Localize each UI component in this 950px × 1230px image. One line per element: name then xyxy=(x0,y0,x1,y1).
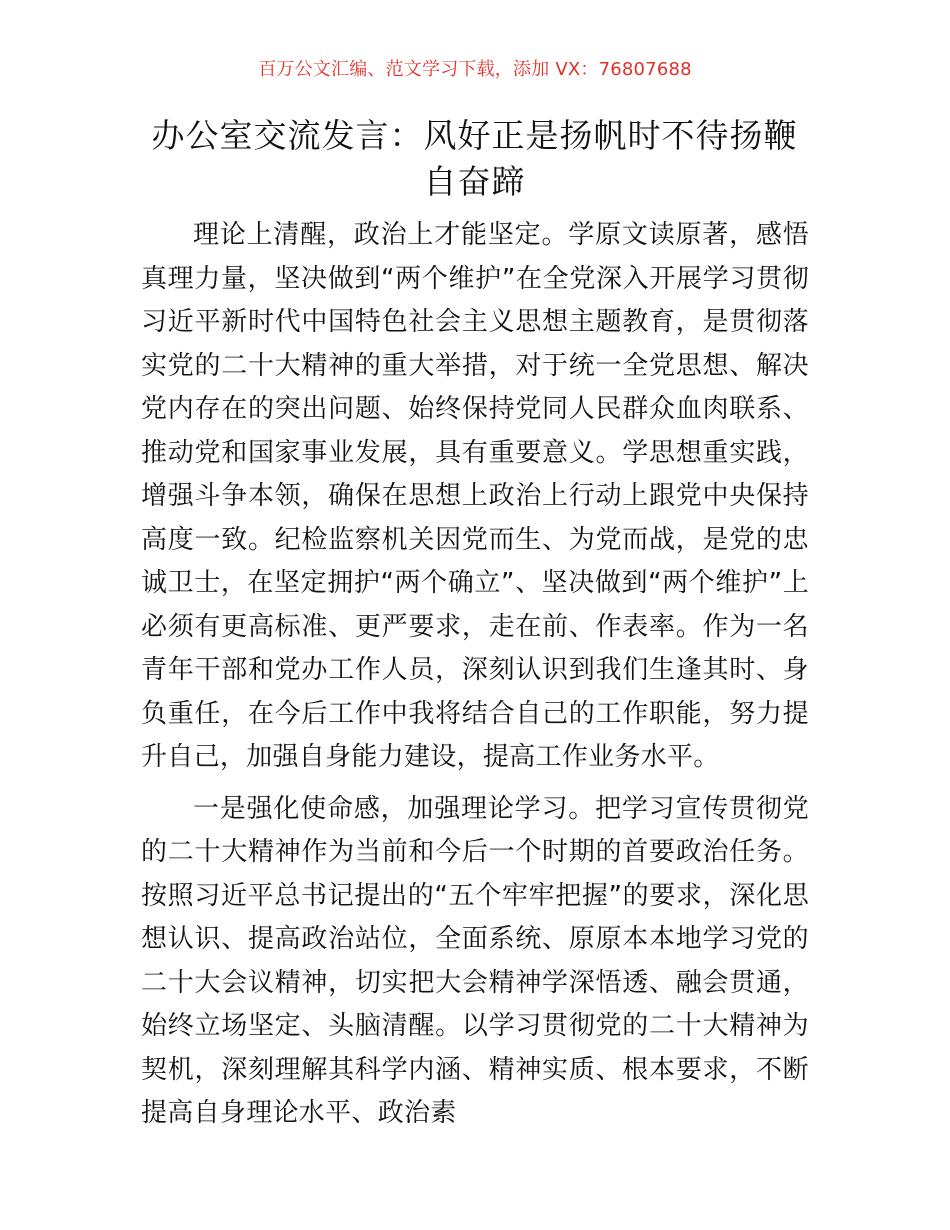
document-body xyxy=(141,214,809,1136)
header-banner: 百万公文汇编、范文学习下载，添加 VX：76807688 xyxy=(258,59,692,80)
document-title: 办公室交流发言：风好正是扬帆时不待扬鞭自奋蹄 xyxy=(151,116,798,201)
paragraph-2: 一是强化使命感，加强理论学习。把学习宣传贯彻党的二十大精神作为当前和今后一个时期的首要政治任务。按照习近平总书记提出的“五个牢牢把握”的要求，深化思想认识、提高政治站位，全面系统、原原本本地学习党的二十大会议精神，切实把大会精神学深悟透、融会贯通，始终立场坚定、头脑清醒。以学习贯彻党的二十大精神为契机，深刻理解其科学内涵、精神实质、根本要求，不断提高自身理论水平、政治素 xyxy=(141,793,809,1128)
paragraph-1: 理论上清醒，政治上才能坚定。学原文读原著，感悟真理力量，坚决做到“两个维护”在全党深入开展学习贯彻习近平新时代中国特色社会主义思想主题教育，是贯彻落实党的二十大精神的重大举措，对于统一全党思想、解决党内存在的突出问题、始终保持党同人民群众血肉联系、推动党和国家事业发展，具有重要意义。学思想重实践，增强斗争本领，确保在思想上政治上行动上跟党中央保持高度一致。纪检监察机关因党而生、为党而战，是党的忠诚卫士，在坚定拥护“两个确立”、坚决做到“两个维护”上必须有更高标准、更严要求，走在前、作表率。作为一名青年干部和党办工作人员，深刻认识到我们生逢其时、身负重任，在今后工作中我将结合自己的工作职能，努力提升自己，加强自身能力建设，提高工作业务水平。 xyxy=(141,220,809,772)
